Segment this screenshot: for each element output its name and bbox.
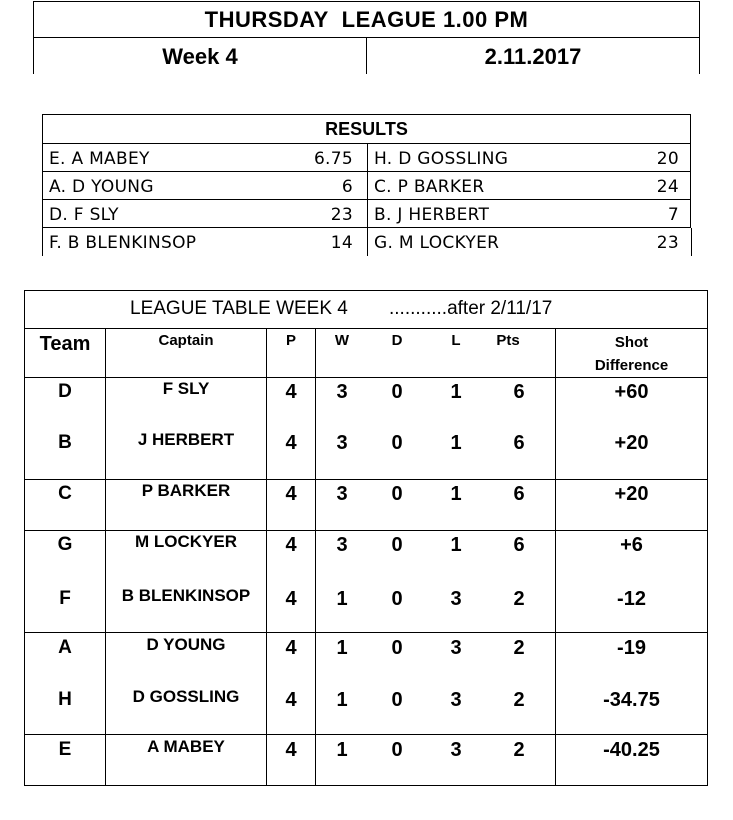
- header-shot-line2: Difference: [594, 357, 669, 374]
- stat-l: 1: [450, 432, 462, 454]
- stat-p: 4: [285, 588, 297, 610]
- stat-l: 1: [450, 534, 462, 556]
- league-table-subtitle: ...........after 2/11/17: [389, 298, 553, 319]
- result-away-team: G. M LOCKYER: [374, 233, 500, 253]
- result-home-team: D. F SLY: [49, 205, 119, 225]
- header: [33, 1, 699, 73]
- result-row: [42, 172, 691, 200]
- stat-w: 1: [336, 689, 348, 711]
- results-table: [42, 114, 691, 256]
- stat-d: 0: [391, 588, 403, 610]
- header-captain: Captain: [158, 332, 214, 349]
- stat-l: 1: [450, 483, 462, 505]
- team-letter: C: [58, 483, 72, 504]
- shot-difference: -19: [617, 637, 646, 659]
- shot-difference: -34.75: [603, 689, 660, 711]
- team-letter: F: [59, 588, 71, 609]
- captain-name: F SLY: [162, 379, 210, 398]
- result-row: [42, 144, 691, 172]
- stat-pts: 2: [513, 588, 525, 610]
- team-letter: D: [58, 381, 72, 402]
- stat-w: 1: [336, 588, 348, 610]
- stat-d: 0: [391, 432, 403, 454]
- captain-name: J HERBERT: [137, 430, 235, 449]
- result-home-team: E. A MABEY: [49, 149, 150, 169]
- header-team: Team: [39, 333, 91, 355]
- result-home-score: 23: [330, 205, 353, 225]
- shot-difference: +20: [614, 483, 649, 505]
- stat-pts: 2: [513, 739, 525, 761]
- results-title: RESULTS: [42, 114, 691, 144]
- stat-w: 1: [336, 637, 348, 659]
- stat-p: 4: [285, 432, 297, 454]
- header-played: P: [285, 332, 296, 349]
- stat-w: 3: [336, 432, 348, 454]
- stat-pts: 2: [513, 689, 525, 711]
- team-letter: A: [58, 637, 72, 658]
- result-home-team: F. B BLENKINSOP: [49, 233, 197, 253]
- stat-l: 3: [450, 588, 462, 610]
- stat-p: 4: [285, 739, 297, 761]
- result-away-score: 20: [656, 149, 679, 169]
- team-letter: H: [58, 689, 72, 710]
- team-letter: E: [58, 739, 72, 760]
- result-home-team: A. D YOUNG: [49, 177, 154, 197]
- stat-d: 0: [391, 534, 403, 556]
- stat-d: 0: [391, 637, 403, 659]
- stat-l: 3: [450, 739, 462, 761]
- result-row: [42, 228, 691, 256]
- stat-l: 3: [450, 637, 462, 659]
- result-away-score: 7: [667, 205, 679, 225]
- result-away-team: H. D GOSSLING: [374, 149, 509, 169]
- stat-p: 4: [285, 381, 297, 403]
- stat-pts: 6: [513, 483, 525, 505]
- captain-name: D GOSSLING: [132, 687, 240, 706]
- shot-difference: -40.25: [603, 739, 660, 761]
- stat-pts: 6: [513, 432, 525, 454]
- shot-difference: +20: [614, 432, 649, 454]
- stat-l: 3: [450, 689, 462, 711]
- stat-d: 0: [391, 483, 403, 505]
- stat-pts: 6: [513, 534, 525, 556]
- stat-pts: 2: [513, 637, 525, 659]
- result-row: [42, 200, 691, 228]
- result-home-score: 6: [341, 177, 353, 197]
- result-away-score: 23: [656, 233, 679, 253]
- stat-w: 3: [336, 381, 348, 403]
- shot-difference: -12: [617, 588, 646, 610]
- captain-name: P BARKER: [141, 481, 231, 500]
- stat-w: 3: [336, 534, 348, 556]
- result-away-score: 24: [656, 177, 679, 197]
- league-table-title-bar: [25, 291, 707, 329]
- captain-name: A MABEY: [147, 737, 225, 756]
- stat-w: 1: [336, 739, 348, 761]
- captain-name: B BLENKINSOP: [121, 586, 251, 605]
- result-home-score: 6.75: [313, 149, 353, 169]
- stat-p: 4: [285, 534, 297, 556]
- captain-name: M LOCKYER: [135, 532, 237, 551]
- header-drawn: D: [391, 332, 403, 349]
- shot-difference: +60: [614, 381, 649, 403]
- date-label: 2.11.2017: [366, 37, 700, 74]
- week-label: Week 4: [33, 37, 366, 74]
- stat-p: 4: [285, 483, 297, 505]
- shot-difference: +6: [620, 534, 643, 556]
- stat-l: 1: [450, 381, 462, 403]
- league-table: [24, 290, 708, 786]
- stat-p: 4: [285, 689, 297, 711]
- header-shot-difference: [556, 331, 707, 377]
- league-title: THURSDAY LEAGUE 1.00 PM: [33, 1, 700, 37]
- team-letter: G: [57, 534, 73, 555]
- result-away-team: B. J HERBERT: [374, 205, 490, 225]
- stat-d: 0: [391, 689, 403, 711]
- stat-d: 0: [391, 739, 403, 761]
- stat-pts: 6: [513, 381, 525, 403]
- header-won: W: [334, 332, 350, 349]
- team-letter: B: [58, 432, 72, 453]
- stat-w: 3: [336, 483, 348, 505]
- captain-name: D YOUNG: [146, 635, 226, 654]
- league-table-title: LEAGUE TABLE WEEK 4: [130, 298, 348, 319]
- header-lost: L: [451, 332, 461, 349]
- result-home-score: 14: [330, 233, 353, 253]
- stat-p: 4: [285, 637, 297, 659]
- header-shot-line1: Shot: [614, 334, 649, 351]
- header-points: Pts: [496, 332, 520, 349]
- result-away-team: C. P BARKER: [374, 177, 485, 197]
- stat-d: 0: [391, 381, 403, 403]
